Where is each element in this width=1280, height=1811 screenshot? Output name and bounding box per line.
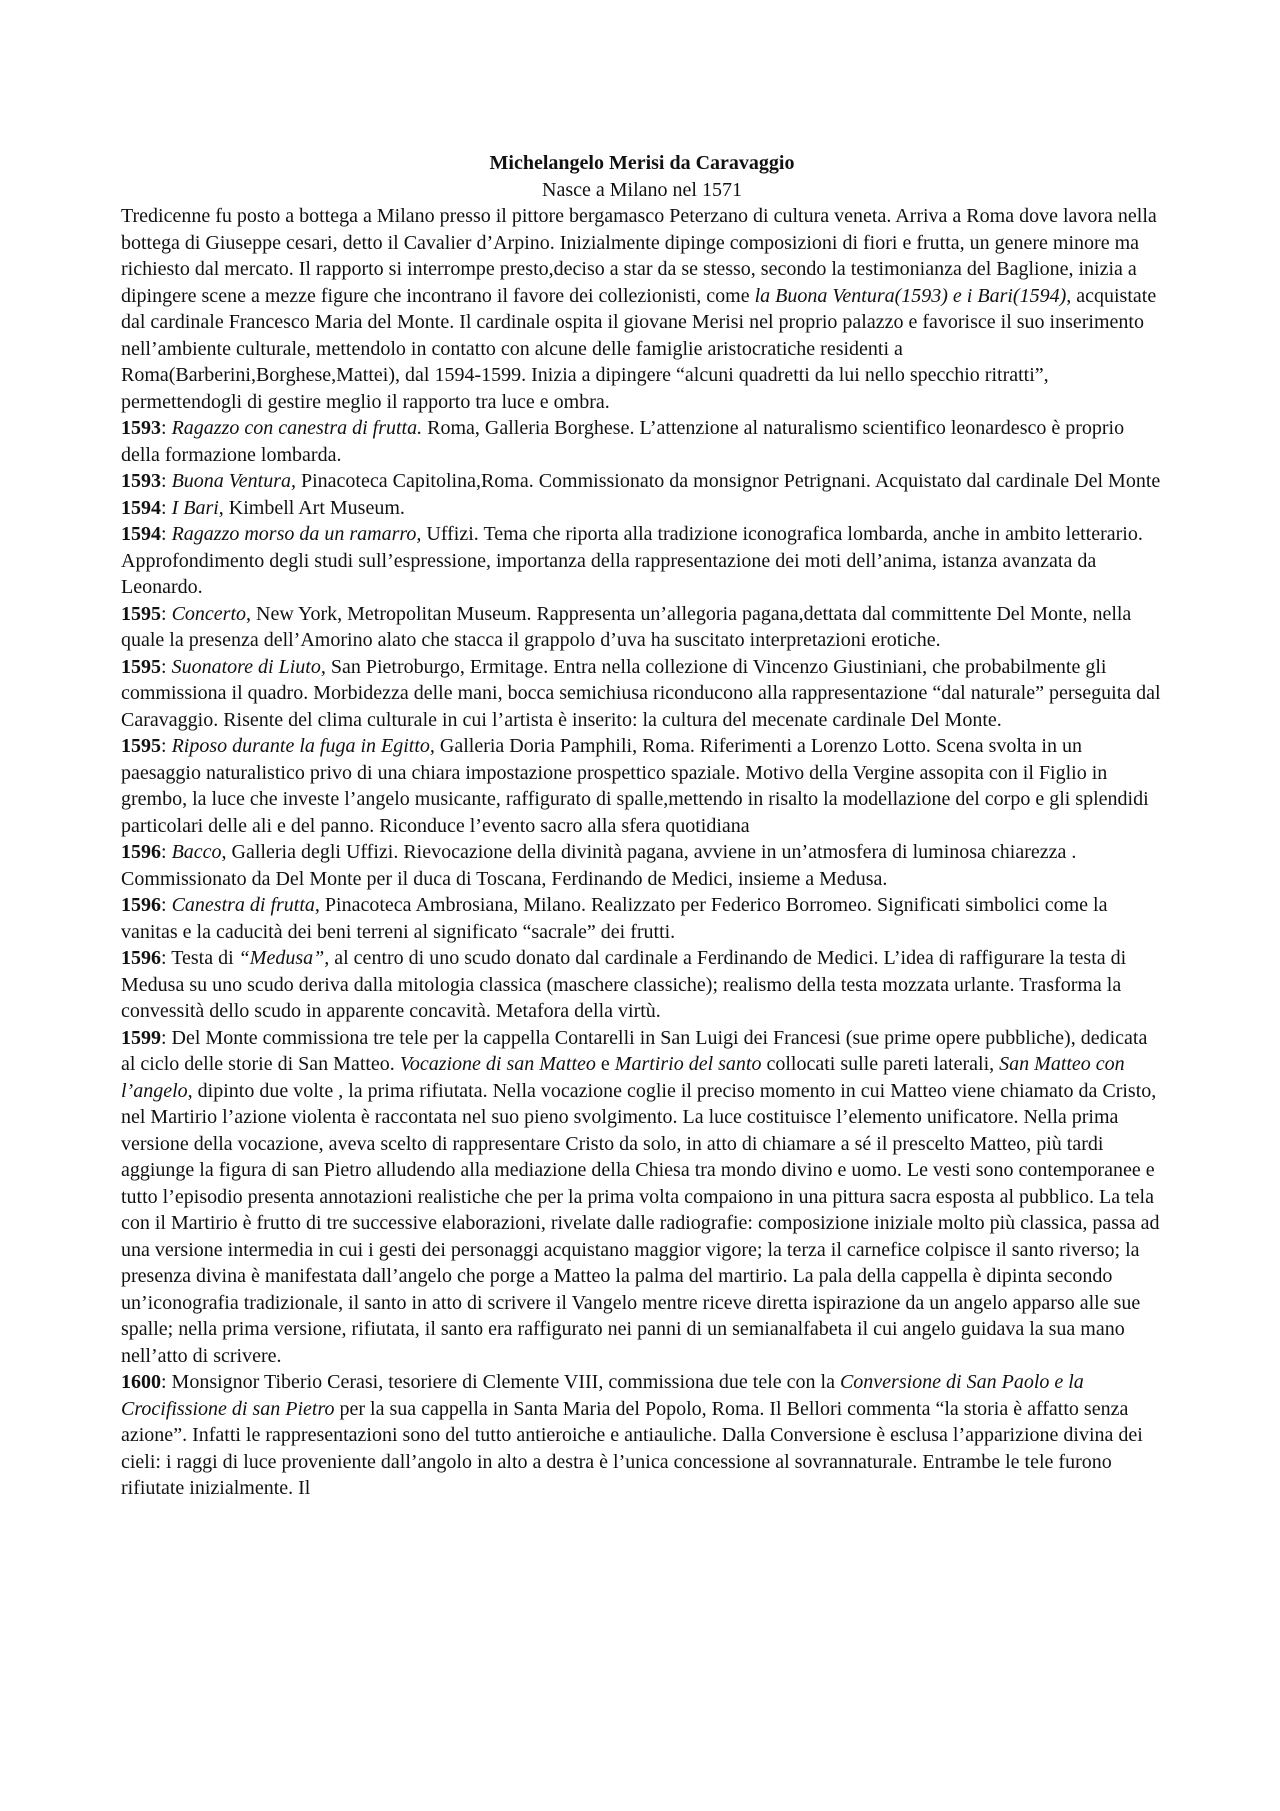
- entry: 1596: Bacco, Galleria degli Uffizi. Rievocazione della divinità pagana, avviene in un’atmosfera di luminosa chiarezza . Commissionato da Del Monte per il duca di Toscana, Ferdinando de Medici, insieme a Medusa.: [121, 841, 1077, 890]
- entry-year: 1595: [121, 735, 161, 757]
- entry: 1595: Suonatore di Liuto, San Pietroburgo, Ermitage. Entra nella collezione di Vincenzo Giustiniani, che probabilmente gli commissiona il quadro. Morbidezza delle mani, bocca semichiusa riconducono alla rappresentazione “dal naturale” perseguita dal Caravaggio. Risente del clima culturale in cui l’artista è inserito: la cultura del mecenate cardinale Del Monte.: [121, 655, 1161, 731]
- entry-year: 1600: [121, 1371, 161, 1393]
- entry-text: Galleria Doria Pamphili, Roma. Riferimenti a Lorenzo Lotto. Scena svolta in un paesaggio naturalistico privo di una chiara impostazione prospettico spaziale. Motivo della Vergine assopita con il Figlio in grembo, la luce che investe l’angelo musicante, raffigurato di spalle,mettendo in risalto la modellazione del corpo e gli splendidi particolari delle ali e del panno. Riconduce l’evento sacro alla sfera quotidiana: [121, 735, 1149, 837]
- entry-text: , New York, Metropolitan Museum. Rappresenta un’allegoria pagana,dettata dal committente Del Monte, nella quale la presenza dell’Amorino alato che stacca il grappolo d’uva ha suscitato interpretazioni erotiche.: [121, 602, 1132, 651]
- entry-work-title: Concerto: [171, 602, 246, 625]
- entry-text: Pinacoteca Capitolina,Roma. Commissionato da monsignor Petrignani. Acquistato dal cardinale Del Monte: [296, 470, 1161, 492]
- entry-text: : Monsignor Tiberio Cerasi, tesoriere di Clemente VIII, commissiona due tele con la: [161, 1371, 840, 1393]
- entry-work-title: Conversione di San Paolo e la Crocifissione di san Pietro: [121, 1371, 1084, 1420]
- entry: 1594: Ragazzo morso da un ramarro, Uffizi. Tema che riporta alla tradizione iconografica lombarda, anche in ambito letterario. Approfondimento degli studi sull’espressione, importanza della rappresentazione dei moti dell’anima, istanza avanzata da Leonardo.: [121, 523, 1143, 598]
- entry-text: collocati sulle pareti laterali,: [761, 1053, 1000, 1075]
- entry-work-title: I Bari: [171, 496, 219, 519]
- entry-work-title: Suonatore di Liuto: [171, 655, 321, 678]
- entry: 1596: Canestra di frutta, Pinacoteca Ambrosiana, Milano. Realizzato per Federico Borromeo. Significati simbolici come la vanitas e la caducità dei beni terreni al significato “sacrale” dei frutti.: [121, 894, 1108, 943]
- entry-contarelli: [121, 1025, 1163, 1370]
- intro-text-1: Tredicenne fu posto a bottega a Milano presso il pittore bergamasco Peterzano di cultura veneta. Arriva a Roma dove lavora nella bottega di Giuseppe cesari, detto il Cavalier d’Arpino. Inizialmente dipinge composizioni di fiori e frutta, un genere minore ma richiesto dal mercato. Il rapporto si interrompe presto,deciso a star da se stesso, secondo la testimonianza del Baglione, inizia a dipingere scene a mezze figure che incontrano il favore dei collezionisti, come: [121, 205, 1157, 307]
- entry-work-title: Ragazzo morso da un ramarro,: [171, 523, 422, 545]
- entry-year: 1593: [121, 470, 161, 492]
- entry-year: 1599: [121, 1026, 161, 1049]
- entry-text: , Kimbell Art Museum.: [218, 496, 405, 519]
- entry-text: e: [595, 1053, 615, 1075]
- entry-text: per la sua cappella in Santa Maria del Popolo, Roma. Il Bellori commenta “la storia è affatto senza azione”. Infatti le rappresentazioni sono del tutto antieroiche e antiauliche. Dalla Conversione è esclusa l’apparizione divina dei cieli: i raggi di luce proveniente dall’angolo in alto a destra è l’unica concessione al sovrannaturale. Entrambe le tele furono rifiutate inizialmente. Il: [121, 1397, 1143, 1499]
- entry-work-title: San Matteo con l’angelo: [121, 1053, 1125, 1102]
- entry: 1593: Buona Ventura, Pinacoteca Capitolina,Roma. Commissionato da monsignor Petrignani. Acquistato dal cardinale Del Monte: [121, 470, 1161, 492]
- entry-work-title: Vocazione di san Matteo: [399, 1053, 596, 1075]
- entry-text: Uffizi. Tema che riporta alla tradizione iconografica lombarda, anche in ambito letterario. Approfondimento degli studi sull’espressione, importanza della rappresentazione dei moti dell’anima, istanza avanzata da Leonardo.: [121, 523, 1143, 598]
- entry-text: , dipinto due volte , la prima rifiutata. Nella vocazione coglie il preciso momento in cui Matteo viene chiamato da Cristo, nel Martirio l’azione violenta è raccontata nel suo pieno svolgimento. La luce costituisce l’elemento unificatore. Nella prima versione della vocazione, aveva scelto di rappresentare Cristo da solo, in atto di chiamare a sé il prescelto Matteo, più tardi aggiunge la figura di san Pietro alludendo alla mediazione della Chiesa tra mondo divino e uomo. Le vesti sono contemporanee e tutto l’episodio presenta annotazioni realistiche che per la prima volta compaiono in una pittura sacra esposta al pubblico. La tela con il Martirio è frutto di tre successive elaborazioni, rivelate dalle radiografie: composizione iniziale molto più classica, passa ad una versione intermedia in cui i gesti dei personaggi acquistano maggior vigore; la terza il carnefice colpisce il santo riverso; la presenza divina è manifestata dall’angelo che porge a Matteo la palma del martirio. La pala della cappella è dipinta secondo un’iconografia tradizionale, il santo in atto di scrivere il Vangelo mentre riceve diretta ispirazione da un angelo apparso alle sue spalle; nella prima versione, rifiutata, il santo era raffigurato nei panni di un semianalfabeta il cui angelo guidava la sua mano nell’atto di scrivere.: [121, 1079, 1160, 1367]
- entry-work-title: Buona Ventura,: [171, 470, 296, 492]
- entry-text: , Pinacoteca Ambrosiana, Milano. Realizzato per Federico Borromeo. Significati simbolici come la vanitas e la caducità dei beni terreni al significato “sacrale” dei frutti.: [121, 894, 1108, 943]
- document-page: [121, 150, 1163, 1502]
- entry-text: Roma, Galleria Borghese. L’attenzione al naturalismo scientifico leonardesco è proprio della formazione lombarda.: [121, 417, 1125, 466]
- entry-year: 1596: [121, 947, 161, 969]
- entry-year: 1593: [121, 417, 161, 439]
- document-subtitle: Nasce a Milano nel 1571: [542, 178, 742, 201]
- document-title: Michelangelo Merisi da Caravaggio: [489, 152, 795, 174]
- entry-cerasi: [121, 1369, 1163, 1502]
- entry-medusa: [121, 945, 1163, 1025]
- entry: 1593: Ragazzo con canestra di frutta. Roma, Galleria Borghese. L’attenzione al naturalismo scientifico leonardesco è proprio della formazione lombarda.: [121, 417, 1125, 466]
- entry-text: al centro di uno scudo donato dal cardinale a Ferdinando de Medici. L’idea di raffigurare la testa di Medusa su uno scudo deriva dalla mitologia classica (maschere classiche); realismo della testa mozzata urlante. Trasforma la convessità dello scudo in apparente concavità. Metafora della virtù.: [121, 947, 1127, 1022]
- entry-work-title: Canestra di frutta: [171, 894, 315, 916]
- entry: 1595: Riposo durante la fuga in Egitto, Galleria Doria Pamphili, Roma. Riferimenti a Lorenzo Lotto. Scena svolta in un paesaggio naturalistico privo di una chiara impostazione prospettico spaziale. Motivo della Vergine assopita con il Figlio in grembo, la luce che investe l’angelo musicante, raffigurato di spalle,mettendo in risalto la modellazione del corpo e gli splendidi particolari delle ali e del panno. Riconduce l’evento sacro alla sfera quotidiana: [121, 735, 1149, 837]
- entry-work-title: Bacco: [171, 841, 222, 863]
- entry-year: 1594: [121, 523, 161, 545]
- intro-text-2: , acquistate dal cardinale Francesco Maria del Monte. Il cardinale ospita il giovane Merisi nel proprio palazzo e favorisce il suo inserimento nell’ambiente culturale, mettendolo in contatto con alcune delle famiglie aristocratiche residenti a Roma(Barberini,Borghese,Mattei), dal 1594-1599. Inizia a dipingere “alcuni quadretti da lui nello specchio ritratti”, permettendogli di gestire meglio il rapporto tra luce e ombra.: [121, 284, 1157, 413]
- entry-year: 1596: [121, 894, 161, 916]
- entry-year: 1596: [121, 841, 161, 863]
- intro-paragraph: [121, 203, 1163, 415]
- entry-work-title: Martirio del santo: [614, 1053, 762, 1075]
- entry: 1594: I Bari, Kimbell Art Museum.: [121, 496, 405, 519]
- entry-text: , Galleria degli Uffizi. Rievocazione della divinità pagana, avviene in un’atmosfera di luminosa chiarezza . Commissionato da Del Monte per il duca di Toscana, Ferdinando de Medici, insieme a Medusa.: [121, 841, 1077, 890]
- intro-works: la Buona Ventura(1593) e i Bari(1594): [754, 284, 1067, 307]
- entry-prefix: : Testa di: [161, 947, 239, 969]
- entry-year: 1595: [121, 602, 161, 625]
- entry: 1595: Concerto, New York, Metropolitan Museum. Rappresenta un’allegoria pagana,dettata dal committente Del Monte, nella quale la presenza dell’Amorino alato che stacca il grappolo d’uva ha suscitato interpretazioni erotiche.: [121, 602, 1132, 651]
- entry-text: , San Pietroburgo, Ermitage. Entra nella collezione di Vincenzo Giustiniani, che probabilmente gli commissiona il quadro. Morbidezza delle mani, bocca semichiusa riconducono alla rappresentazione “dal naturale” perseguita dal Caravaggio. Risente del clima culturale in cui l’artista è inserito: la cultura del mecenate cardinale Del Monte.: [121, 655, 1161, 731]
- entry-work-title: Ragazzo con canestra di frutta.: [171, 417, 423, 439]
- entry-work-title: Riposo durante la fuga in Egitto,: [171, 735, 435, 757]
- entry-year: 1595: [121, 655, 161, 678]
- entry-work-title: “Medusa”,: [238, 947, 330, 969]
- entry-text: : Del Monte commissiona tre tele per la cappella Contarelli in San Luigi dei Francesi (sue prime opere pubbliche), dedicata al ciclo delle storie di San Matteo.: [121, 1026, 1148, 1075]
- entry-year: 1594: [121, 496, 161, 519]
